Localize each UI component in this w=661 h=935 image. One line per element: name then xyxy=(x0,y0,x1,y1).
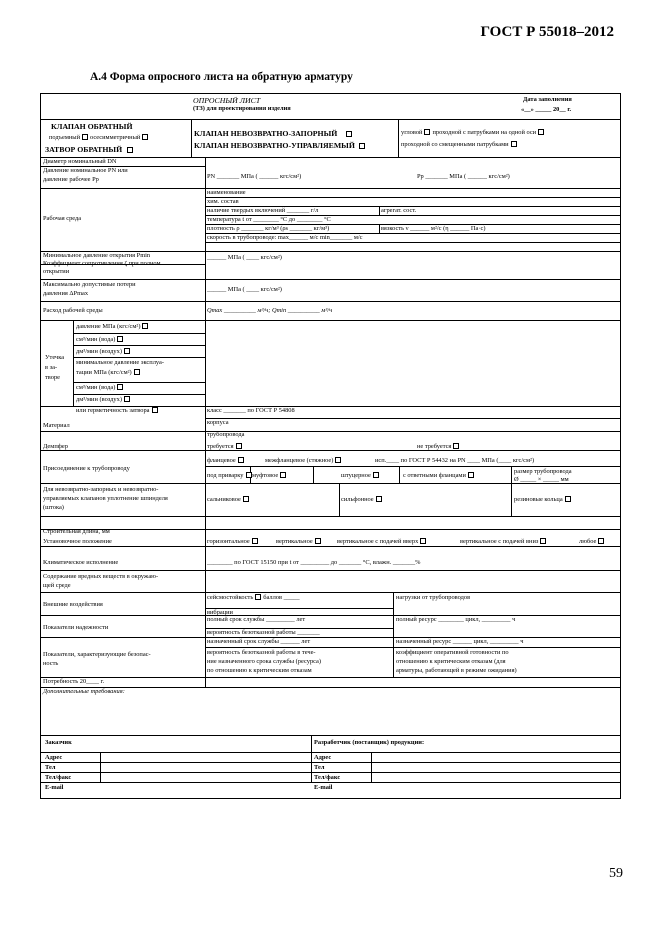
conn-flange[interactable]: фланцевое xyxy=(207,457,246,465)
checkbox-icon[interactable] xyxy=(152,407,158,413)
date-value: «__» _____ 20__ г. xyxy=(521,106,572,113)
conn-weld[interactable]: под приварку xyxy=(207,472,254,480)
valve-type-check: КЛАПАН ОБРАТНЫЙ xyxy=(51,122,133,131)
checkbox-icon[interactable] xyxy=(252,538,258,544)
climate-label: Климатическое исполнение xyxy=(43,559,119,566)
medium-solids[interactable]: наличие твердых включений _______ г/л xyxy=(207,207,319,214)
conn-wafer[interactable]: межфланцевое (стяжное) xyxy=(265,457,343,465)
checkbox-icon[interactable] xyxy=(142,134,148,140)
checkbox-icon[interactable] xyxy=(280,472,286,478)
leak-tightness[interactable]: или герметичность затвора xyxy=(76,407,160,415)
customer-fax: Тел/факс xyxy=(45,774,72,781)
conn-mating-flanges[interactable]: с ответными фланцами xyxy=(403,472,476,480)
dp-value[interactable]: ______ МПа ( ____ кгс/см²) xyxy=(207,286,282,293)
safety-prob-2: ние назначенного срока службы (ресурса) xyxy=(207,658,322,665)
pn-label-1: Давление номинальное PN или xyxy=(43,167,128,174)
seismic[interactable]: сейсмостойкость баллов _____ xyxy=(207,594,300,601)
medium-temp[interactable]: температура t от ________ °С до ________ °С xyxy=(207,216,331,223)
popen-label-2: Коэффициент сопротивления ζ при полном xyxy=(43,260,161,267)
leak-air[interactable]: дм³/мин (воздух) xyxy=(76,348,132,356)
harmful-label-1: Содержание вредных веществ в окружаю- xyxy=(43,573,159,580)
pipe-loads[interactable]: нагрузки от трубопроводов xyxy=(396,594,471,601)
developer-email: E-mail xyxy=(314,784,333,791)
questionnaire-label: ОПРОСНЫЙ ЛИСТ xyxy=(193,96,261,105)
conn-fitting[interactable]: штуцерное xyxy=(341,472,381,480)
additional-requirements[interactable]: Дополнительные требования: xyxy=(43,688,125,695)
medium-chem[interactable]: хим. состав xyxy=(207,198,239,205)
connection-label: Присоединение к трубопроводу xyxy=(43,465,130,472)
checkbox-icon[interactable] xyxy=(238,457,244,463)
valve-type-gate[interactable]: ЗАТВОР ОБРАТНЫЙ xyxy=(45,145,135,154)
leak-water-2[interactable]: см³/мин (вода) xyxy=(76,384,125,392)
dn-label: Диаметр номинальный DN xyxy=(43,158,117,165)
popen-label-1: Минимальное давление открытия Pmin xyxy=(43,252,151,259)
checkbox-icon[interactable] xyxy=(376,496,382,502)
checkbox-icon[interactable] xyxy=(117,384,123,390)
safety-label-2: ность xyxy=(43,660,59,667)
valve-type-nonreturn-controlled[interactable]: КЛАПАН НЕВОЗВРАТНО-УПРАВЛЯЕМЫЙ xyxy=(194,141,367,150)
checkbox-icon[interactable] xyxy=(373,472,379,478)
standard-number: ГОСТ Р 55018–2012 xyxy=(480,24,614,40)
leak-min-pressure-2[interactable]: тации МПа (кгс/см²) xyxy=(76,369,142,377)
readiness-1: коэффициент оперативной готовности по xyxy=(396,649,509,656)
checkbox-icon[interactable] xyxy=(315,538,321,544)
checkbox-icon[interactable] xyxy=(598,538,604,544)
full-lifetime[interactable]: полный срок службы _________ лет xyxy=(207,616,306,623)
tz-label: (ТЗ) для проектирования изделия xyxy=(193,105,291,112)
leak-water[interactable]: см³/мин (вода) xyxy=(76,336,125,344)
assigned-resource[interactable]: назначенный ресурс ______ цикл, _________ ч xyxy=(396,638,524,645)
developer-phone: Тел xyxy=(314,764,325,771)
leak-label-2: в за- xyxy=(45,364,58,371)
leak-min-pressure-1: минимальное давление эксплуа- xyxy=(76,359,164,366)
leak-label-1: Утечка xyxy=(45,354,65,361)
form-title: А.4 Форма опросного листа на обратную арматуру xyxy=(90,71,353,83)
customer-phone: Тел xyxy=(45,764,56,771)
safety-prob-1: вероятность безотказной работы в тече- xyxy=(207,649,316,656)
vibration[interactable]: вибрации xyxy=(207,609,233,616)
material-body[interactable]: корпуса xyxy=(207,419,229,426)
readiness-2: отношению к критическим отказам (для xyxy=(396,658,506,665)
form-offset-option[interactable]: проходной со смещенными патрубками xyxy=(401,141,519,149)
safety-label-1: Показатели, характеризующие безопас- xyxy=(43,651,151,658)
seal-gland[interactable]: сальниковое xyxy=(207,496,251,504)
seal-label-2: управляемых клапанов уплотнение шпинделя xyxy=(43,495,168,502)
leak-pressure[interactable]: давление МПа (кгс/см²) xyxy=(76,323,150,331)
medium-label: Рабочая среда xyxy=(43,215,82,222)
checkbox-icon[interactable] xyxy=(511,141,517,147)
dp-label-2: давления ΔPmax xyxy=(43,290,89,297)
damper-not-required[interactable]: не требуется xyxy=(417,443,461,451)
checkbox-icon[interactable] xyxy=(335,457,341,463)
checkbox-icon[interactable] xyxy=(117,336,123,342)
page-number: 59 xyxy=(609,866,623,881)
form-angle-option[interactable]: угловой проходной с патрубками на одной оси xyxy=(401,129,546,137)
developer-fax: Тел/факс xyxy=(314,774,341,781)
install-vertical-down[interactable]: вертикальное с подачей вниз xyxy=(460,538,548,546)
safety-prob-3: по отношению к критическим отказам xyxy=(207,667,312,674)
checkbox-icon[interactable] xyxy=(359,143,365,149)
checkbox-icon[interactable] xyxy=(540,538,546,544)
checkbox-icon[interactable] xyxy=(424,129,430,135)
flow-label: Расход рабочей среды xyxy=(43,307,103,314)
customer-email: E-mail xyxy=(45,784,64,791)
length-label: Строительная длина, мм xyxy=(43,528,110,535)
checkbox-icon[interactable] xyxy=(538,129,544,135)
valve-type-nonreturn-shutoff[interactable]: КЛАПАН НЕВОЗВРАТНО-ЗАПОРНЫЙ xyxy=(194,129,354,138)
install-horizontal[interactable]: горизонтальное xyxy=(207,538,260,546)
seal-rubber-rings[interactable]: резиновые кольца xyxy=(514,496,573,504)
checkbox-icon[interactable] xyxy=(142,323,148,329)
checkbox-icon[interactable] xyxy=(246,472,252,478)
checkbox-icon[interactable] xyxy=(127,147,133,153)
medium-viscosity[interactable]: вязкость ν ______ м²/с (η ______ Па·с) xyxy=(381,225,486,232)
customer-label: Заказчик xyxy=(45,739,72,746)
reliability-label: Показатели надежности xyxy=(43,624,109,631)
pr-value[interactable]: Pр _______ МПа ( ______ кгс/см²) xyxy=(417,173,510,180)
material-label: Материал xyxy=(43,422,70,429)
harmful-label-2: щей среде xyxy=(43,582,71,589)
install-label: Установочное положение xyxy=(43,538,112,545)
leak-label-3: творе xyxy=(45,374,60,381)
checkbox-icon[interactable] xyxy=(82,134,88,140)
pn-label-2: давление рабочее Pр xyxy=(43,176,99,183)
demand-year[interactable]: Потребность 20____ г. xyxy=(43,678,105,685)
pipe-size-value[interactable]: Ø _____ × _____ мм xyxy=(514,476,569,483)
reliability-probability[interactable]: вероятность безотказной работы _______ xyxy=(207,629,320,636)
checkbox-icon[interactable] xyxy=(124,396,130,402)
popen-value[interactable]: ______ МПа ( ____ кгс/см²) xyxy=(207,254,282,261)
conn-coupling[interactable]: муфтовое xyxy=(252,472,288,480)
material-pipe[interactable]: трубопровода xyxy=(207,431,245,438)
leak-air-2[interactable]: дм³/мин (воздух) xyxy=(76,396,132,404)
developer-address: Адрес xyxy=(314,754,332,761)
checkbox-icon[interactable] xyxy=(420,538,426,544)
medium-name[interactable]: наименование xyxy=(207,189,246,196)
pipe-size-label: размер трубопровода xyxy=(514,468,572,475)
seal-label-1: Для невозвратно-запорных и невозвратно- xyxy=(43,486,159,493)
checkbox-icon[interactable] xyxy=(134,369,140,375)
medium-density[interactable]: плотность ρ _______ кг/м³ (ρs _______ кг/м³) xyxy=(207,225,330,232)
flow-value[interactable]: Qmax __________ м³/ч; Qmin __________ м³/ч xyxy=(207,307,333,314)
damper-required[interactable]: требуется xyxy=(207,443,244,451)
conn-standard[interactable]: исп.____ по ГОСТ Р 54432 на PN ____ МПа (____ кгс/см²) xyxy=(375,457,535,464)
checkbox-icon[interactable] xyxy=(236,443,242,449)
seal-label-3: (штока) xyxy=(43,504,64,511)
climate-value[interactable]: ________ по ГОСТ 15150 при t от _________ до _______ °С, влажн. _______% xyxy=(207,559,421,566)
checkbox-icon[interactable] xyxy=(565,496,571,502)
readiness-3: арматуры, работающей в режиме ожидания) xyxy=(396,667,517,674)
date-label: Дата заполнения xyxy=(523,96,572,103)
external-label: Внешние воздействия xyxy=(43,601,103,608)
checkbox-icon[interactable] xyxy=(124,348,130,354)
pn-value[interactable]: PN _______ МПа ( ______ кгс/см²) xyxy=(207,173,302,180)
dp-label-1: Максимально допустимые потери xyxy=(43,281,136,288)
install-any[interactable]: любое xyxy=(579,538,606,546)
checkbox-icon[interactable] xyxy=(468,472,474,478)
install-vertical[interactable]: вертикальное xyxy=(276,538,323,546)
popen-label-3: открытии xyxy=(43,268,70,275)
valve-option-lift[interactable]: подъемный осесимметричный xyxy=(49,134,150,142)
install-vertical-up[interactable]: вертикальное с подачей вверх xyxy=(337,538,428,546)
seal-bellows[interactable]: сильфонное xyxy=(341,496,384,504)
checkbox-icon[interactable] xyxy=(255,594,261,600)
customer-address: Адрес xyxy=(45,754,63,761)
checkbox-icon[interactable] xyxy=(243,496,249,502)
assigned-lifetime[interactable]: назначенный срок службы ______ лет xyxy=(207,638,311,645)
full-resource[interactable]: полный ресурс ________ цикл, _________ ч xyxy=(396,616,516,623)
damper-label: Демпфер xyxy=(43,443,68,450)
medium-velocity[interactable]: скорость в трубопроводе: max______ м/с min_______ м/с xyxy=(207,234,363,241)
questionnaire-form xyxy=(40,93,621,799)
checkbox-icon[interactable] xyxy=(346,131,352,137)
medium-aggregate[interactable]: агрегат. сост. xyxy=(381,207,417,214)
checkbox-icon[interactable] xyxy=(453,443,459,449)
leak-class[interactable]: класс _______ по ГОСТ Р 54808 xyxy=(207,407,295,414)
developer-label: Разработчик (поставщик) продукции: xyxy=(314,739,425,746)
